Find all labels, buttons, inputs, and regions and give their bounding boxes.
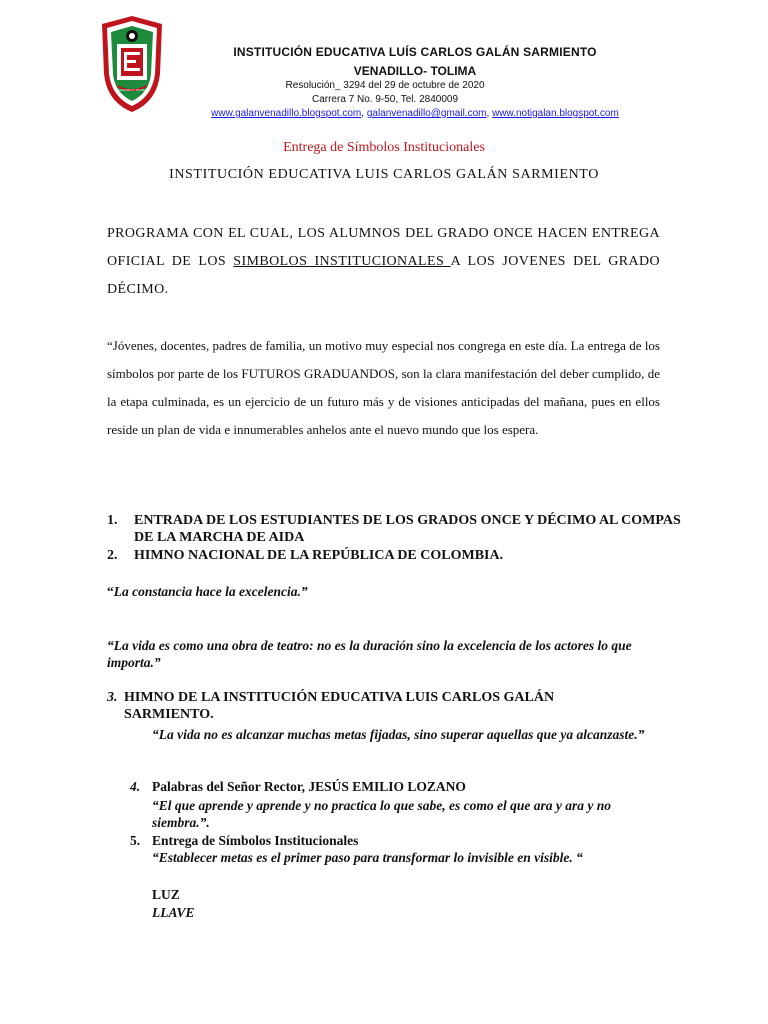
logo-motto: VENADILLO TOLIMA	[117, 88, 147, 92]
link-separator: ,	[361, 108, 367, 119]
quote-learn: “El que aprende y aprende y no practica lo que sabe, es como el que ara y ara y no siembra.”.	[152, 798, 611, 830]
quote-goals: “La vida no es alcanzar muchas metas fijadas, sino superar aquellas que ya alcanzaste.”	[152, 727, 645, 742]
item-text: Palabras del Señor Rector, JESÚS EMILIO LOZANO	[152, 779, 466, 794]
program-text-after: A LOS JOVENES DEL GRADO DÉCIMO.	[107, 254, 660, 297]
link-separator: ,	[486, 108, 493, 119]
quote-mark: “	[107, 584, 114, 599]
institution-name: INSTITUCIÓN EDUCATIVA LUIS CARLOS GALÁN SARMIENTO	[169, 167, 599, 182]
blog-link[interactable]: www.galanvenadillo.blogspot.com	[211, 108, 362, 119]
header-institution: INSTITUCIÓN EDUCATIVA LUÍS CARLOS GALÁN SARMIENTO	[233, 45, 597, 59]
quote-constancy	[107, 583, 667, 600]
program-paragraph	[107, 220, 660, 304]
email-link[interactable]: galanvenadillo@gmail.com	[366, 108, 487, 119]
header-city: VENADILLO- TOLIMA	[353, 64, 477, 78]
quote-theatre: “La vida es como una obra de teatro: no es la duración sino la excelencia de los actores lo que importa.”	[107, 638, 632, 670]
program-text-underlined: SIMBOLOS INSTITUCIONALES	[233, 254, 451, 269]
header-links	[150, 108, 680, 119]
item-number: 1.	[107, 513, 118, 528]
item-number: 4.	[130, 779, 141, 794]
closing-luz: LUZ	[152, 887, 180, 902]
item-text: ENTRADA DE LOS ESTUDIANTES DE LOS GRADOS ONCE Y DÉCIMO AL COMPAS DE LA MARCHA DE AIDA	[134, 513, 681, 545]
item-number: 5.	[130, 833, 141, 848]
program-item-4	[130, 778, 692, 795]
item-text: HIMNO NACIONAL DE LA REPÚBLICA DE COLOMBIA.	[134, 548, 504, 563]
notigalan-link[interactable]: www.notigalan.blogspot.com	[492, 108, 619, 119]
program-item-3	[107, 689, 624, 723]
header-resolution: Resolución_ 3294 del 29 de octubre de 2020	[285, 80, 485, 91]
program-item-5	[130, 832, 692, 849]
program-item-2	[107, 547, 694, 564]
item-text: Entrega de Símbolos Institucionales	[152, 833, 359, 848]
speech-paragraph: “Jóvenes, docentes, padres de familia, un motivo muy especial nos congrega en este día. La entrega de los símbolos por parte de los FUTUROS GRADUANDOS, son la clara manifestación del deber cumplido, de la etapa culminada, es un ejercicio de un futuro más y de visiones anticipadas del mañana, pues en ellos reside un plan de vida e innumerables anhelos ante el nuevo mundo que los espera.	[107, 338, 660, 437]
quote-invisible: “Establecer metas es el primer paso para transformar lo invisible en visible. “	[152, 850, 583, 865]
item-text: HIMNO DE LA INSTITUCIÓN EDUCATIVA LUIS CARLOS GALÁN SARMIENTO.	[124, 690, 555, 722]
header-address: Carrera 7 No. 9-50, Tel. 2840009	[311, 94, 458, 105]
item-number: 2.	[107, 548, 118, 563]
quote-text: La constancia hace la excelencia.”	[113, 584, 308, 599]
program-text-before: PROGRAMA CON EL CUAL, LOS ALUMNOS DEL GRADO ONCE HACEN ENTREGA OFICIAL DE LOS	[107, 226, 660, 269]
closing-llave: LLAVE	[152, 905, 195, 920]
item-number: 3.	[107, 690, 118, 705]
program-item-1	[107, 512, 694, 546]
subtitle: Entrega de Símbolos Institucionales	[283, 140, 485, 155]
school-shield-logo	[97, 14, 167, 114]
